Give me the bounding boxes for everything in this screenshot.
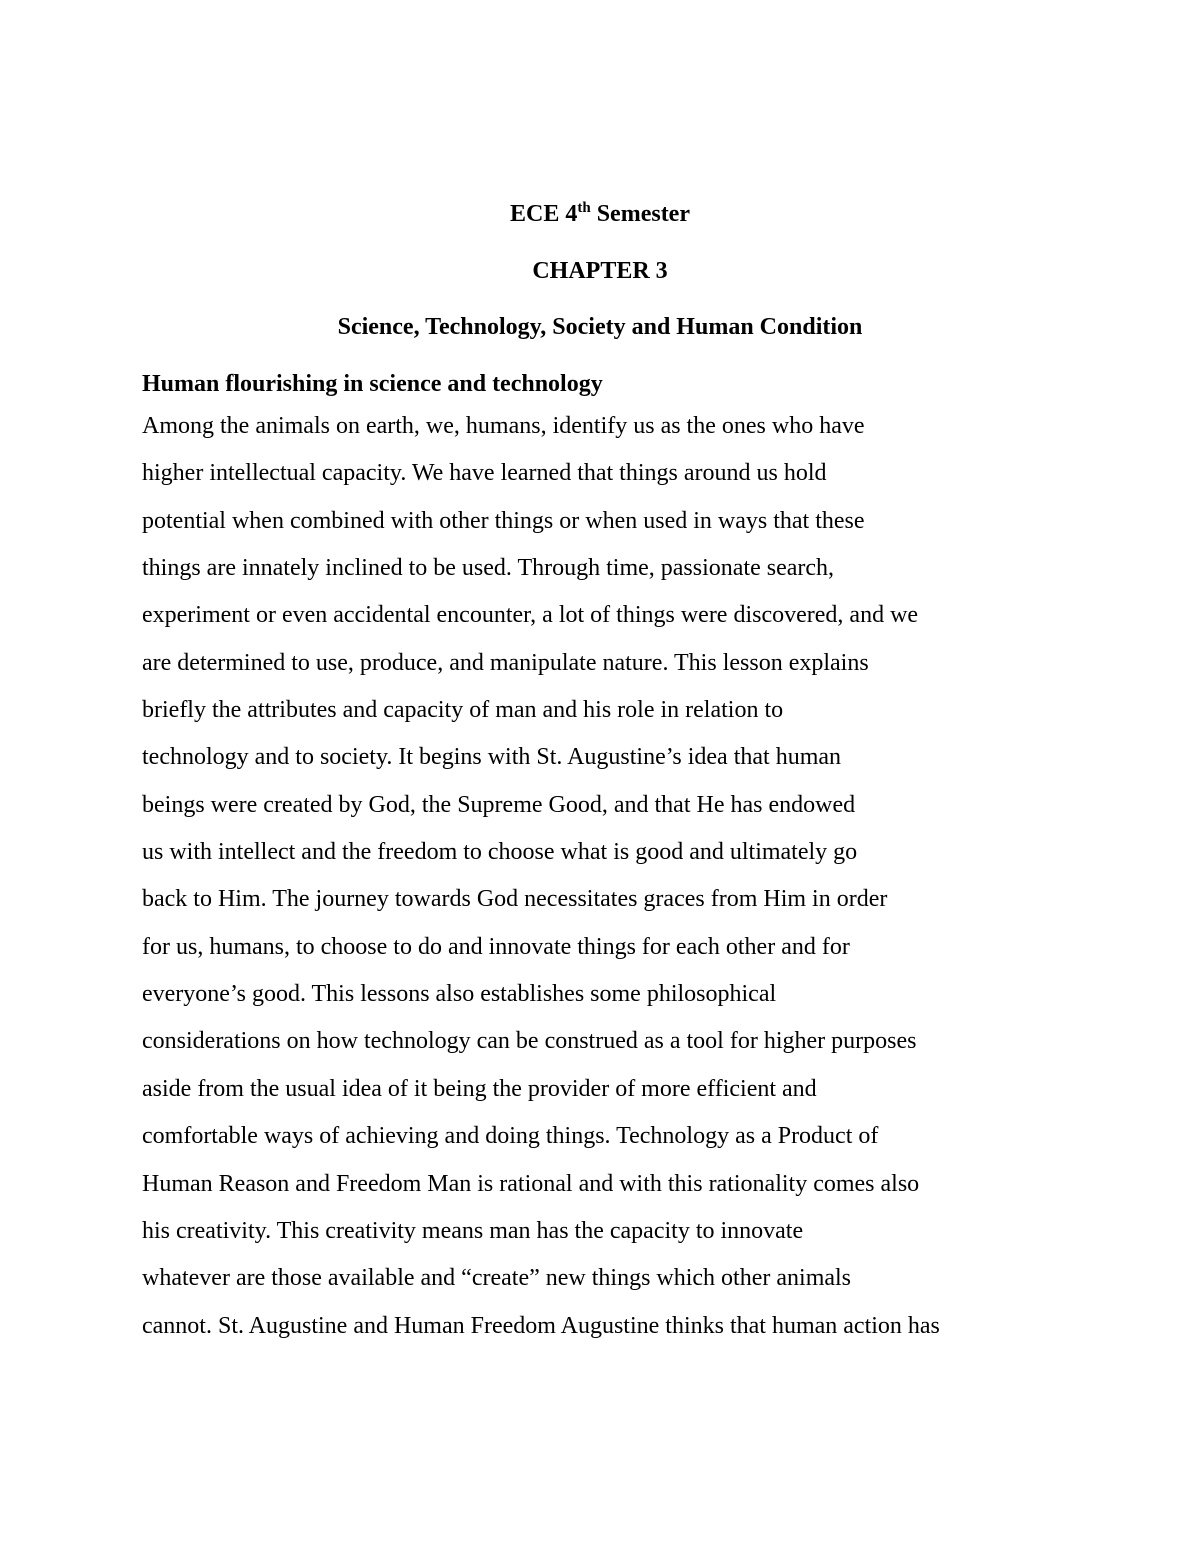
body-line: back to Him. The journey towards God necessitates graces from Him in order	[142, 886, 888, 913]
body-line: technology and to society. It begins with St. Augustine’s idea that human	[142, 744, 842, 771]
section-heading: Human flourishing in science and technology	[142, 371, 603, 397]
body-line: cannot. St. Augustine and Human Freedom Augustine thinks that human action has	[142, 1312, 940, 1339]
body-line: Human Reason and Freedom Man is rational and with this rationality comes also	[142, 1170, 920, 1197]
body-line: briefly the attributes and capacity of man and his role in relation to	[142, 697, 784, 724]
body-line: whatever are those available and “create” new things which other animals	[142, 1265, 852, 1292]
body-paragraph	[142, 403, 1082, 1350]
course-superscript: th	[577, 200, 591, 216]
course-prefix: ECE 4	[510, 201, 578, 227]
body-line: higher intellectual capacity. We have learned that things around us hold	[142, 460, 827, 487]
body-line: Among the animals on earth, we, humans, identify us as the ones who have	[142, 413, 865, 439]
body-line: are determined to use, produce, and manipulate nature. This lesson explains	[142, 649, 869, 676]
body-line: for us, humans, to choose to do and innovate things for each other and for	[142, 933, 850, 960]
body-line: his creativity. This creativity means man has the capacity to innovate	[142, 1217, 804, 1244]
body-line: us with intellect and the freedom to choose what is good and ultimately go	[142, 839, 858, 866]
body-line: experiment or even accidental encounter, a lot of things were discovered, and we	[142, 602, 919, 629]
body-line: considerations on how technology can be construed as a tool for higher purposes	[142, 1028, 917, 1055]
course-suffix: Semester	[590, 201, 690, 227]
chapter-heading: CHAPTER 3	[532, 258, 668, 284]
body-line: comfortable ways of achieving and doing things. Technology as a Product of	[142, 1123, 879, 1150]
body-line: things are innately inclined to be used. Through time, passionate search,	[142, 555, 835, 582]
body-line: aside from the usual idea of it being the provider of more efficient and	[142, 1075, 817, 1102]
body-line: beings were created by God, the Supreme Good, and that He has endowed	[142, 791, 856, 818]
course-line	[0, 199, 1200, 229]
body-line: potential when combined with other things or when used in ways that these	[142, 507, 865, 534]
chapter-title: Science, Technology, Society and Human Condition	[337, 314, 863, 340]
body-line: everyone’s good. This lessons also establishes some philosophical	[142, 981, 777, 1008]
